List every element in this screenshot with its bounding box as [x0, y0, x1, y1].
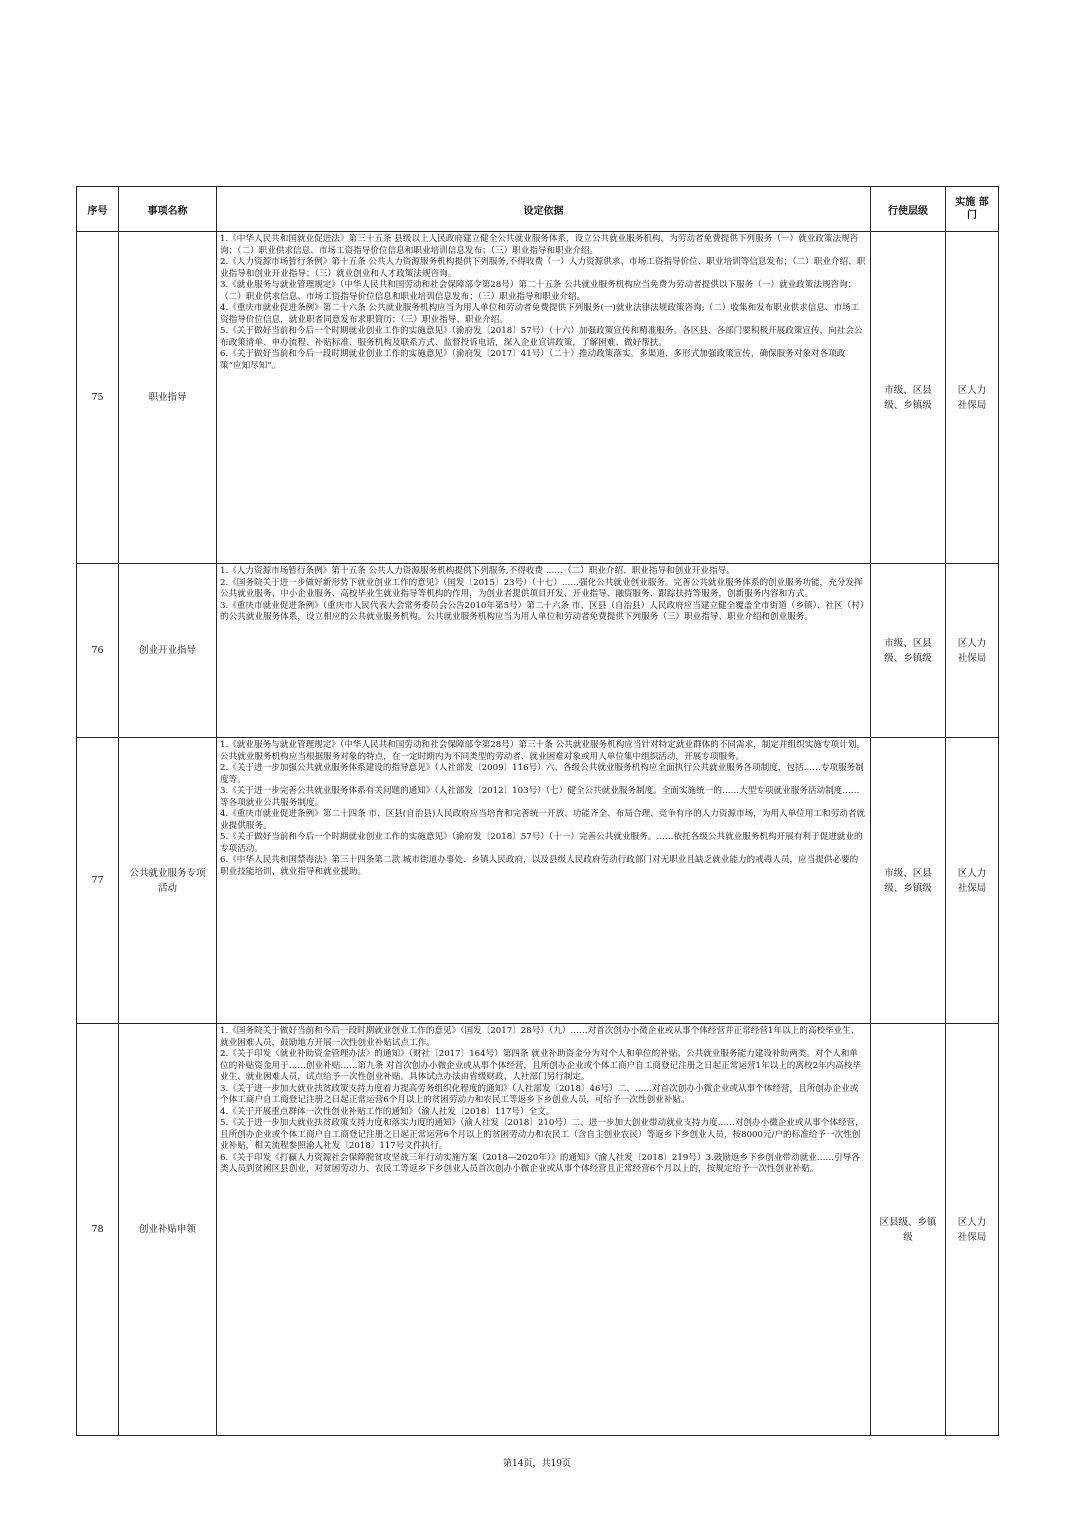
basis-item: 4.《重庆市就业促进条例》第二十六条 公共就业服务机构应当为用人单位和劳动者免费提供下列服务(一)就业法律法规政策咨询;（二）收集和发布职业供求信息、市场工资指导价位信息，就业职者同意发布求职简历；（三）职业指导、职业介绍。	[220, 303, 860, 325]
basis-item: 2.《国务院关于进一步做好新形势下就业创业工作的意见》（国发〔2015〕23号）（十七）……强化公共就业创业服务。完善公共就业服务体系的创业服务功能，充分发挥公共就业服务、中小企业服务、高校毕业生就业指导等机构的作用，为创业者提供项目开发、开业指导、融资服务、跟踪扶持等服务，创新服务内容和方式。	[220, 577, 863, 599]
row-name: 公共就业服务专项活动	[119, 738, 217, 1024]
table-header-row	[77, 187, 999, 232]
page-number-footer: 第14页，共19页	[503, 1459, 571, 1469]
basis-item: 1.《人力资源市场暂行条例》第十五条 公共人力资源服务机构提供下列服务,不得收费 ……（二）职业介绍、职业指导和创业开业指导。	[220, 566, 735, 576]
matters-table	[76, 186, 999, 1436]
header-basis: 设定依据	[217, 187, 871, 232]
row-name: 职业指导	[119, 232, 217, 564]
row-seq: 77	[77, 738, 119, 1024]
row-level: 市级、区县级、乡镇级	[871, 564, 946, 738]
basis-item: 5.《关于进一步加大就业扶贫政策支持力度和落实力度的通知》（渝人社发〔2018〕210号）二、进一步加大创业带动就业支持力度……对创办小微企业或从事个体经营，且所创办企业或个体工商户自工商登记注册之日起正常运营6个月以上的贫困劳动力和农民工（含自主创业农民）等返乡下乡创业人员，按8000元/户的标准给予一次性创业补贴，相关流程参照渝人社发〔2018〕117号文件执行。	[220, 1118, 864, 1151]
basis-item: 1.《就业服务与就业管理规定》（中华人民共和国劳动和社会保障部令第28号）第三十条 公共就业服务机构应当针对特定就业群体的不同需求，制定并组织实施专项计划。公共就业服务机构应当根据服务对象的特点，在一定时期内为不同类型的劳动者、就业困难对象或用人单位集中组织活动，开展专项服务。	[220, 740, 865, 762]
basis-item: 1.《中华人民共和国就业促进法》第三十五条 县级以上人民政府建立健全公共就业服务体系，设立公共就业服务机构，为劳动者免费提供下列服务（一）就业政策法规咨询；（二）职业供求信息、市场工资指导价位信息和职业培训信息发布；（三）职业指导和职业介绍。	[220, 234, 859, 256]
row-name: 创业开业指导	[119, 564, 217, 738]
basis-item: 4.《重庆市就业促进条例》第二十四条 市、区县(自治县)人民政府应当培育和完善统一开放、功能齐全、布局合理、竞争有序的人力资源市场，为用人单位用工和劳动者就业提供服务。	[220, 809, 865, 831]
table-row	[77, 564, 999, 738]
row-basis	[217, 738, 871, 1024]
row-level: 市级、区县级、乡镇级	[871, 738, 946, 1024]
basis-item: 2.《关于进一步加强公共就业服务体系建设的指导意见》（人社部发〔2009〕116号）六、各级公共就业服务机构应全面执行公共就业服务各项制度，包括……专项服务制度等。	[220, 763, 864, 785]
row-level: 区县级、乡镇级	[871, 1024, 946, 1436]
header-seq: 序号	[77, 187, 119, 232]
basis-item: 5.《关于做好当前和今后一个时期就业创业工作的实施意见》（渝府发〔2018〕57号）（十一）完善公共就业服务。……依托各级公共就业服务机构开展有利于促进就业的专项活动。	[220, 832, 863, 854]
basis-item: 3.《关于进一步加大就业扶贫政策支持力度着力提高劳务组织化程度的通知》（人社部发〔2018〕46号）二、……对首次创办小微企业或从事个体经营，且所创办企业或个体工商户自工商登记注册之日起正常运营6个月以上的贫困劳动力和农民工等返乡下乡创业人员，可给予一次性创业补贴。	[220, 1083, 859, 1105]
basis-item: 5.《关于做好当前和今后一个时期就业创业工作的实施意见》（渝府发〔2018〕57号）（十六）加强政策宣传和精准服务。各区县、各部门要积极开展政策宣传，向社会公布政策清单、申办流程、补贴标准、服务机构及联系方式、监督投诉电话，深入企业宣讲政策，了解困难、做好帮扶。	[220, 326, 863, 348]
row-basis	[217, 232, 871, 564]
header-name: 事项名称	[119, 187, 217, 232]
row-seq: 75	[77, 232, 119, 564]
basis-item: 2.《关于印发〈就业补助资金管理办法〉的通知》（财社〔2017〕164号）第四条 就业补助资金分为对个人和单位的补贴、公共就业服务能力建设补助两类。对个人和单位的补贴资金用于……创业补贴……第九条 对首次创办小微企业或从事个体经营，且所创办企业或个体工商户自工商登记注册之日起正常运营1年以上的离校2年内高校毕业生、就业困难人员，试点给予一次性创业补贴。具体试点办法由省级财政、人社部门另行制定。	[220, 1049, 862, 1082]
row-level: 市级、区县级、乡镇级	[871, 232, 946, 564]
header-dept: 实施 部门	[946, 187, 999, 232]
row-dept: 区人力社保局	[946, 232, 999, 564]
basis-item: 1.《国务院关于做好当前和今后一段时期就业创业工作的意见》（国发〔2017〕28号）（九）……对首次创办小微企业或从事个体经营并正常经营1年以上的高校毕业生、就业困难人员，鼓励地方开展一次性创业补贴试点工作。	[220, 1026, 860, 1048]
basis-item: 3.《重庆市就业促进条例》（重庆市人民代表大会常务委员会公告2010年第5号）第二十六条 市、区县（自治县）人民政府应当建立健全覆盖全市街道（乡镇）、社区（村）的公共就业服务体系，设立相应的公共就业服务机构。公共就业服务机构应当为用人单位和劳动者免费提供下列服务（三）职业指导、职业介绍和创业服务。	[220, 600, 865, 622]
row-dept: 区人力社保局	[946, 1024, 999, 1436]
row-seq: 78	[77, 1024, 119, 1436]
table-row	[77, 232, 999, 564]
basis-item: 4.《关于开展重点群体一次性创业补贴工作的通知》（渝人社发〔2018〕117号）全文。	[220, 1106, 555, 1117]
row-basis	[217, 564, 871, 738]
row-dept: 区人力社保局	[946, 738, 999, 1024]
document-sheet	[76, 186, 998, 1436]
table-row	[77, 1024, 999, 1436]
basis-item: 2.《人力资源市场暂行条例》第十五条 公共人力资源服务机构提供下列服务,不得收费（一）人力资源供求、市场工资指导价位、职业培训等信息发布；（二）职业介绍、职业指导和创业开业指导；（三）就业创业和人才政策法规咨询。	[220, 257, 866, 279]
basis-item: 6.《中华人民共和国禁毒法》第三十四条第二款 城市街道办事处、乡镇人民政府，以及县级人民政府劳动行政部门对无职业且缺乏就业能力的戒毒人员，应当提供必要的职业技能培训、就业指导和就业援助。	[220, 855, 859, 877]
table-row	[77, 738, 999, 1024]
row-dept: 区人力社保局	[946, 564, 999, 738]
basis-item: 6.《关于印发《打赢人力资源社会保障脱贫攻坚战三年行动实施方案（2018—2020年）》的通知》（渝人社发〔2018〕219号）3.鼓励返乡下乡创业带动就业……引导各类人员到贫困区县创业，对贫困劳动力、农民工等返乡下乡创业人员首次创办小微企业或从事个体经营且正常经营6个月以上的，按规定给予一次性创业补贴。	[220, 1152, 860, 1174]
header-level: 行使层级	[871, 187, 946, 232]
row-basis	[217, 1024, 871, 1436]
row-name: 创业补贴申领	[119, 1024, 217, 1436]
basis-item: 3.《关于进一步完善公共就业服务体系有关问题的通知》（人社部发〔2012〕103号）（七）健全公共就业服务制度。全面实施统一的……大型专项就业服务活动制度……等各项就业公共服务制度。	[220, 786, 860, 808]
basis-item: 6.《关于做好当前和今后一段时期就业创业工作的实施意见》（渝府发〔2017〕41号）（二十）推动政策落实。多渠道、多形式加强政策宣传，确保服务对象对各项政策“应知尽知”。	[220, 349, 846, 371]
row-seq: 76	[77, 564, 119, 738]
basis-item: 3.《就业服务与就业管理规定》（中华人民共和国劳动和社会保障部令第28号）第二十五条 公共就业服务机构应当免费为劳动者提供以下服务（一）就业政策法规咨询；（二）职业供求信息、市场工资指导价位信息和职业培训信息发布；（三）职业指导和职业介绍。	[220, 280, 857, 302]
